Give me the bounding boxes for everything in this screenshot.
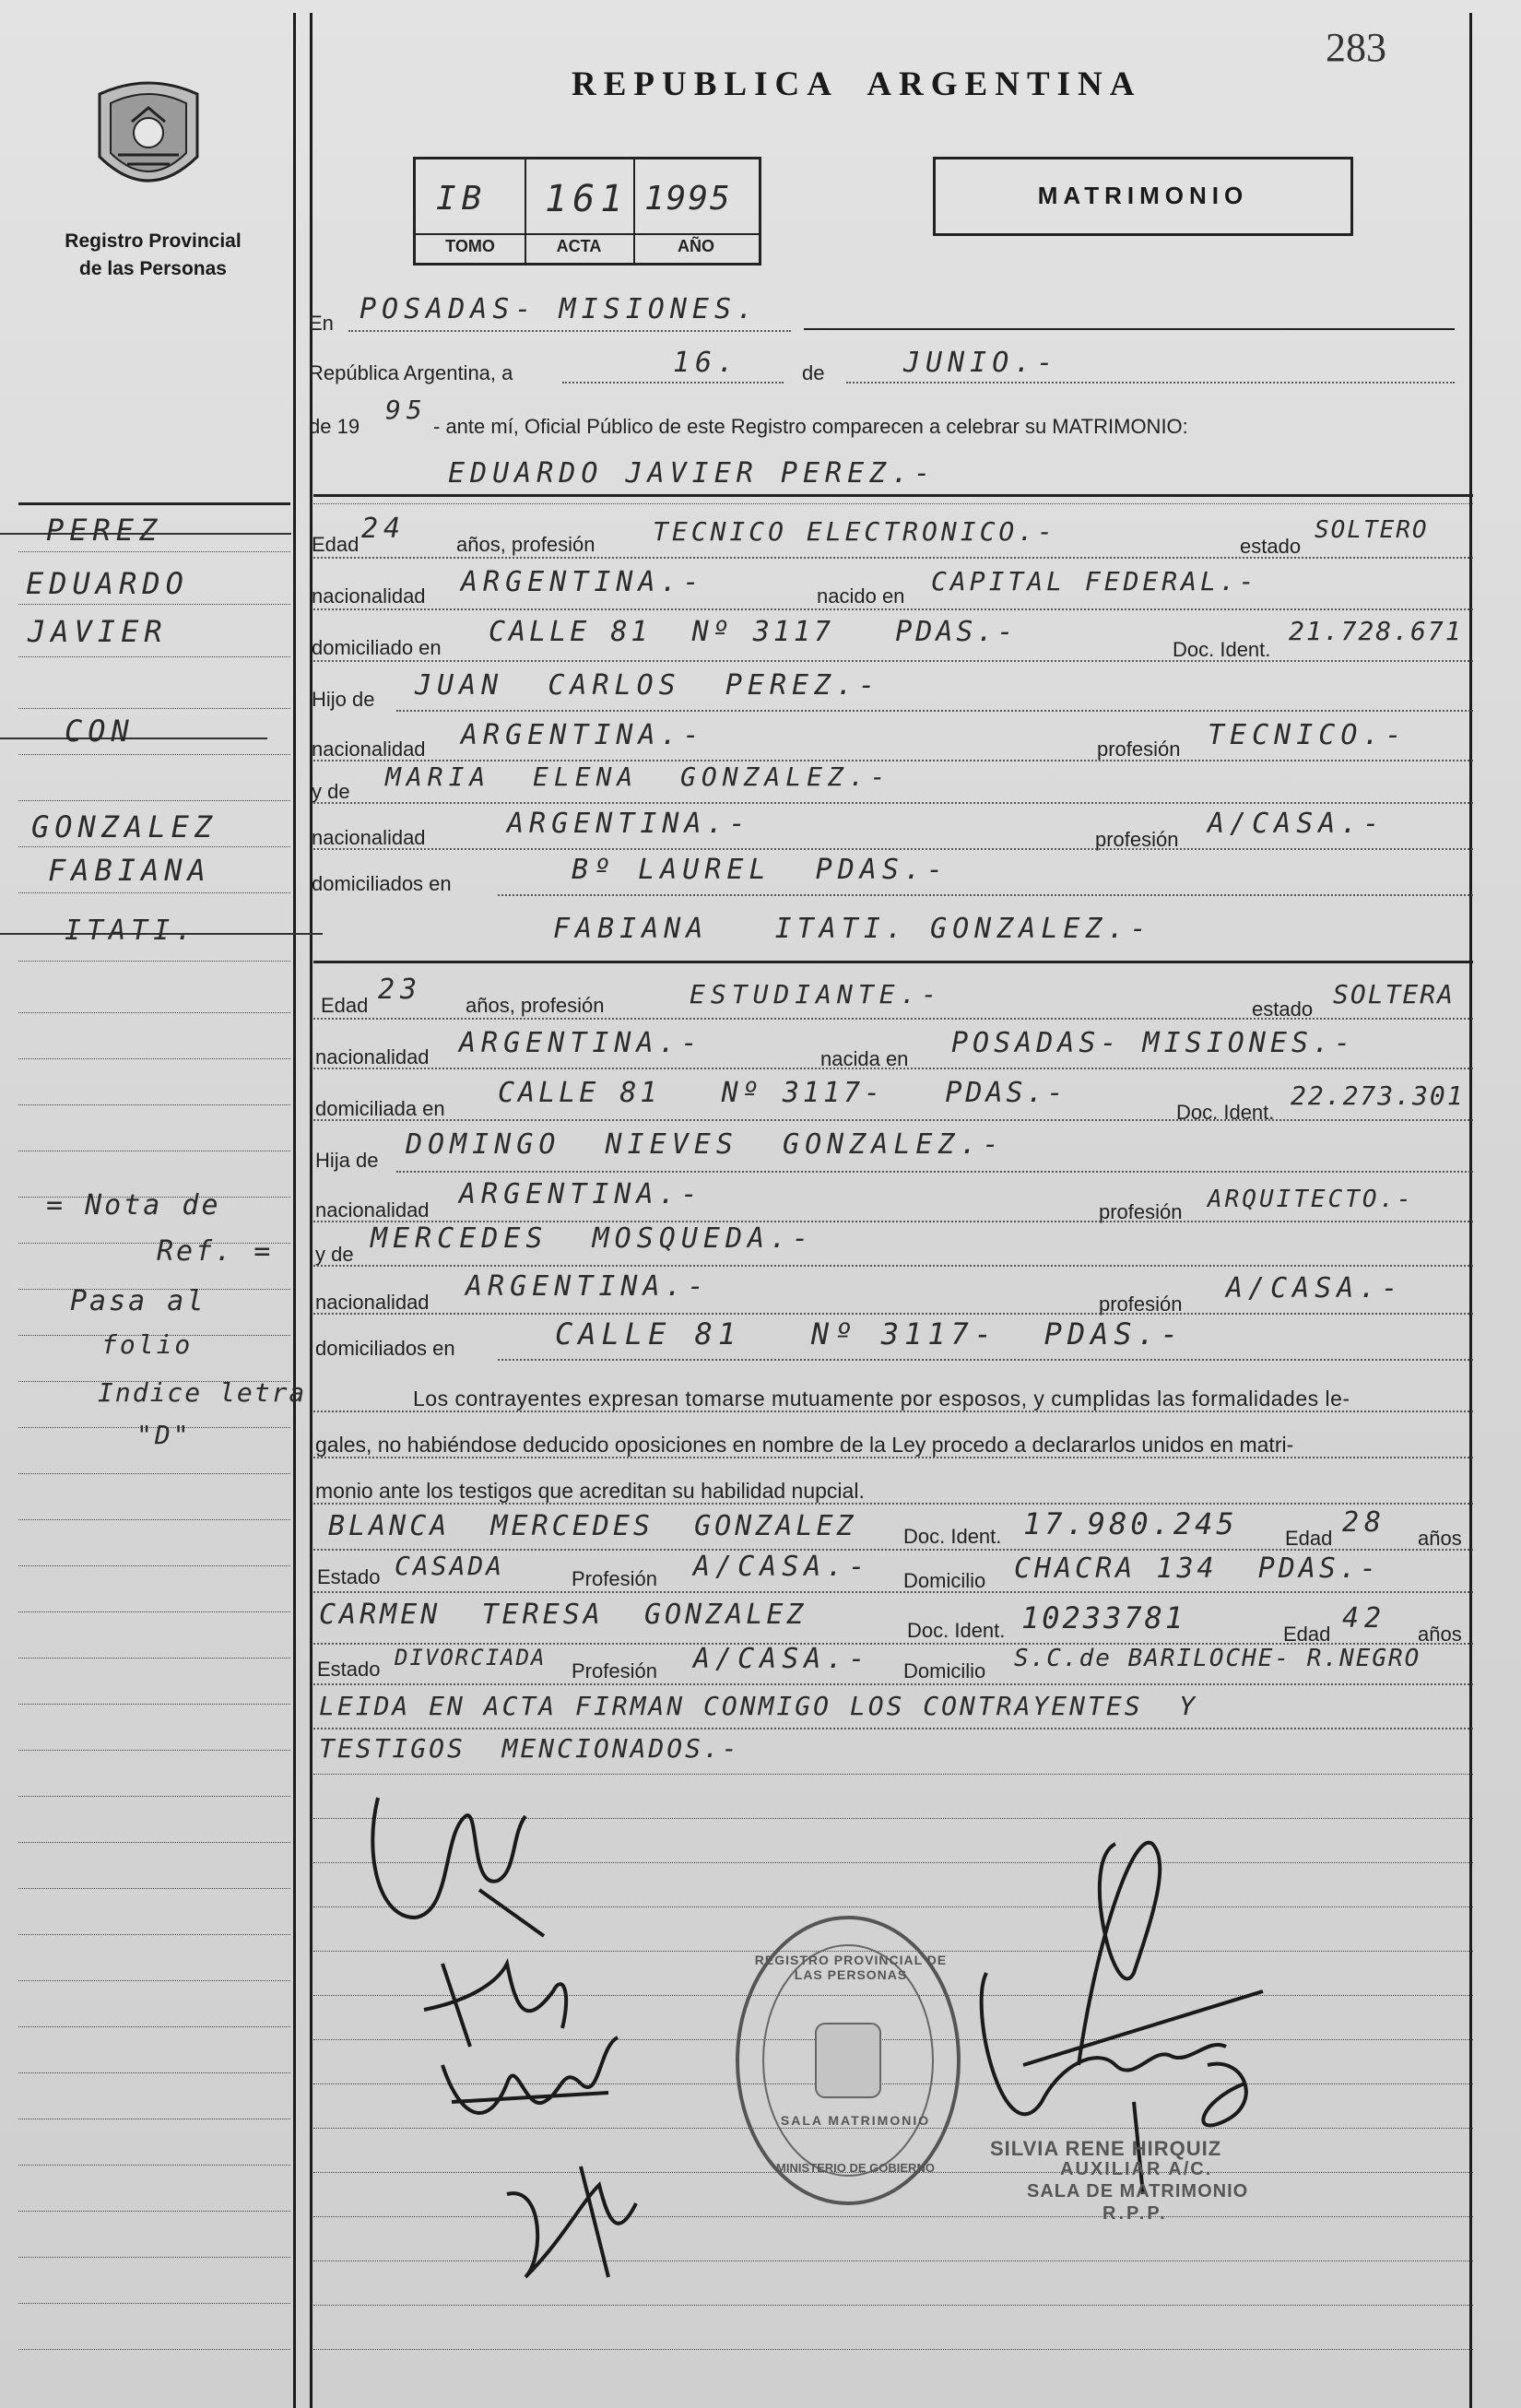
groom-hijo-label: Hijo de — [312, 688, 375, 711]
margin-name-groom-2: JAVIER — [28, 614, 168, 649]
witness1-edad: 28 — [1342, 1506, 1387, 1539]
witness1-doc: 17.980.245 — [1023, 1506, 1238, 1541]
groom-yde-label: y de — [312, 780, 350, 803]
groom-anos-label: años, profesión — [456, 533, 595, 556]
en-label: En — [309, 312, 334, 335]
year-suffix: 95 — [385, 395, 428, 425]
groom-nacido: CAPITAL FEDERAL.- — [931, 566, 1258, 596]
bride-padre: DOMINGO NIEVES GONZALEZ.- — [406, 1128, 1005, 1161]
registry-name-line-1: Registro Provincial — [65, 230, 242, 252]
margin-note-4: folio — [101, 1329, 194, 1360]
country-title: REPUBLICA ARGENTINA — [572, 65, 1142, 103]
right-border — [1469, 13, 1472, 2408]
stamp-bottom-text: MINISTERIO DE GOBIERNO — [776, 2161, 935, 2175]
bride-padre-nac-label: nacionalidad — [315, 1198, 430, 1222]
month-value: JUNIO.- — [903, 347, 1059, 379]
groom-madre-nac: ARGENTINA.- — [507, 808, 751, 840]
groom-madre-prof: A/CASA.- — [1208, 808, 1385, 840]
witness2-edad: 42 — [1342, 1602, 1387, 1635]
witness2-doc: 10233781 — [1021, 1600, 1186, 1635]
signature-contrayente-1 — [360, 1779, 562, 1954]
groom-nacionalidad: ARGENTINA.- — [461, 566, 705, 598]
ano-value: 1995 — [644, 180, 732, 218]
page-number: 283 — [1326, 25, 1386, 70]
tomo-label: TOMO — [445, 237, 495, 255]
witness1-anos-label: años — [1418, 1527, 1462, 1550]
closing-line-2: TESTIGOS MENCIONADOS.- — [319, 1733, 740, 1764]
margin-surname-groom: PEREZ — [46, 513, 163, 548]
witness2-estado-label: Estado — [317, 1658, 381, 1681]
year-prefix: de 19 — [309, 415, 360, 438]
witness1-domicilio: CHACRA 134 PDAS.- — [1014, 1552, 1381, 1585]
groom-profesion: TECNICO ELECTRONICO.- — [653, 516, 1057, 547]
margin-note-5: Indice letra — [98, 1377, 307, 1408]
witness1-profesion: A/CASA.- — [693, 1551, 871, 1583]
closing-line-1: LEIDA EN ACTA FIRMAN CONMIGO LOS CONTRAYENTES Y — [319, 1691, 1198, 1721]
witness1-doc-label: Doc. Ident. — [903, 1525, 1002, 1548]
bride-name: FABIANA ITATI. GONZALEZ.- — [553, 913, 1152, 945]
margin-name-bride-2: ITATI. — [65, 915, 198, 947]
bride-nacida: POSADAS- MISIONES.- — [951, 1027, 1356, 1059]
official-role: AUXILIAR A/C. — [1060, 2159, 1213, 2179]
witness2-edad-label: Edad — [1283, 1623, 1331, 1646]
groom-doms-label: domiciliados en — [312, 872, 452, 895]
matrimonio-title-box — [933, 157, 1353, 236]
margin-divider — [293, 13, 296, 2408]
bride-doms: CALLE 81 Nº 3117- PDAS.- — [555, 1316, 1185, 1352]
bride-padre-prof-label: profesión — [1099, 1200, 1183, 1223]
stamp-ring-text: REGISTRO PROVINCIAL DE LAS PERSONAS — [754, 1953, 948, 1982]
margin-name-groom-1: EDUARDO — [26, 566, 189, 601]
witness2-estado: DIVORCIADA — [395, 1645, 547, 1670]
groom-edad: 24 — [361, 513, 407, 545]
declaration-line-3: monio ante los testigos que acreditan su habilidad nupcial. — [315, 1479, 865, 1503]
groom-nac-label: nacionalidad — [312, 584, 426, 608]
bride-estado: SOLTERA — [1333, 979, 1456, 1009]
bride-hija-label: Hija de — [315, 1149, 379, 1172]
groom-domicilio: CALLE 81 Nº 3117 PDAS.- — [489, 616, 1018, 648]
margin-name-bride-1: FABIANA — [48, 853, 211, 888]
witness1-estado: CASADA — [395, 1551, 505, 1581]
bride-domicilio: CALLE 81 Nº 3117- PDAS.- — [498, 1077, 1067, 1109]
groom-estado: SOLTERO — [1315, 516, 1429, 544]
bride-nac-label: nacionalidad — [315, 1045, 430, 1068]
groom-padre-prof: TECNICO.- — [1208, 719, 1408, 751]
groom-edad-label: Edad — [312, 533, 360, 556]
de-label: de — [802, 361, 825, 384]
bride-padre-prof: ARQUITECTO.- — [1208, 1186, 1414, 1213]
margin-note-1: = Nota de — [46, 1189, 221, 1222]
margin-note-6: "D" — [136, 1420, 192, 1450]
stamp-center-text: SALA MATRIMONIO — [780, 2113, 931, 2128]
republica-label: República Argentina, a — [309, 361, 513, 384]
bride-doc: 22.273.301 — [1291, 1080, 1465, 1111]
witness2-dom-label: Domicilio — [903, 1659, 986, 1682]
tomo-acta-ano-box — [413, 157, 761, 266]
bride-anos-label: años, profesión — [466, 994, 605, 1017]
bride-madre-nac-label: nacionalidad — [315, 1291, 430, 1314]
groom-padre-nac-label: nacionalidad — [312, 738, 426, 761]
groom-dom-label: domiciliado en — [312, 636, 442, 659]
groom-padre-nac: ARGENTINA.- — [461, 719, 705, 751]
acta-label: ACTA — [556, 237, 602, 255]
matrimonio-title: MATRIMONIO — [1037, 182, 1249, 209]
bride-madre-nac: ARGENTINA.- — [466, 1270, 710, 1303]
bride-madre-prof: A/CASA.- — [1226, 1272, 1404, 1304]
bride-dom-label: domiciliada en — [315, 1097, 445, 1120]
declaration-line-2: gales, no habiéndose deducido oposiciones en nombre de la Ley procedo a declararlos unidos en matri- — [315, 1433, 1294, 1457]
margin-note-3: Pasa al — [70, 1285, 206, 1317]
official-rpp: R.P.P. — [1102, 2203, 1168, 2224]
place-value: POSADAS- MISIONES. — [360, 293, 760, 325]
witness2-name: CARMEN TERESA GONZALEZ — [319, 1599, 808, 1631]
groom-estado-label: estado — [1240, 535, 1302, 558]
bride-estado-label: estado — [1252, 997, 1314, 1021]
intro-text: - ante mí, Oficial Público de este Registro comparecen a celebrar su MATRIMONIO: — [433, 415, 1188, 438]
bride-madre-prof-label: profesión — [1099, 1293, 1183, 1316]
groom-madre: MARIA ELENA GONZALEZ.- — [385, 761, 891, 792]
witness2-domicilio: S.C.de BARILOCHE- R.NEGRO — [1014, 1645, 1421, 1672]
official-sala: SALA DE MATRIMONIO — [1027, 2181, 1249, 2201]
bride-edad-label: Edad — [321, 994, 369, 1017]
margin-surname-bride: GONZALEZ — [31, 809, 218, 844]
witness1-name: BLANCA MERCEDES GONZALEZ — [328, 1510, 857, 1542]
acta-value: 161 — [545, 178, 629, 220]
groom-name: EDUARDO JAVIER PEREZ.- — [448, 457, 937, 490]
bride-nacionalidad: ARGENTINA.- — [459, 1027, 703, 1059]
bride-edad: 23 — [378, 974, 423, 1006]
official-name: SILVIA RENE HIRQUIZ — [990, 2137, 1222, 2160]
witness1-edad-label: Edad — [1285, 1527, 1333, 1550]
groom-doc: 21.728.671 — [1289, 616, 1463, 646]
witness2-anos-label: años — [1418, 1623, 1462, 1646]
groom-padre-prof-label: profesión — [1097, 738, 1181, 761]
bride-padre-nac: ARGENTINA.- — [459, 1178, 703, 1210]
signature-testigo-1 — [424, 2028, 636, 2157]
bride-yde-label: y de — [315, 1243, 354, 1266]
witness1-dom-label: Domicilio — [903, 1569, 986, 1592]
registry-name-line-2: de las Personas — [79, 258, 227, 279]
bride-doms-label: domiciliados en — [315, 1337, 455, 1360]
margin-note-2: Ref. = — [157, 1235, 274, 1268]
tomo-value: IB — [436, 180, 488, 218]
bride-profesion: ESTUDIANTE.- — [690, 979, 943, 1009]
witness1-prof-label: Profesión — [572, 1567, 657, 1590]
groom-madre-prof-label: profesión — [1095, 828, 1179, 851]
bride-nacida-label: nacida en — [820, 1047, 909, 1070]
day-value: 16. — [673, 347, 740, 379]
witness2-doc-label: Doc. Ident. — [907, 1619, 1006, 1642]
margin-con: CON — [65, 714, 135, 749]
bride-madre: MERCEDES MOSQUEDA.- — [371, 1222, 815, 1255]
witness2-prof-label: Profesión — [572, 1659, 657, 1682]
provincial-coat-of-arms-logo — [90, 76, 206, 205]
groom-padre: JUAN CARLOS PEREZ.- — [415, 669, 881, 702]
groom-madre-nac-label: nacionalidad — [312, 826, 426, 849]
groom-doc-label: Doc. Ident. — [1173, 638, 1271, 661]
declaration-line-1: Los contrayentes expresan tomarse mutuamente por esposos, y cumplidas las formalidades le- — [413, 1387, 1350, 1411]
ano-label: AÑO — [678, 237, 714, 255]
witness2-profesion: A/CASA.- — [693, 1643, 871, 1675]
witness1-estado-label: Estado — [317, 1565, 381, 1588]
groom-doms: Bº LAUREL PDAS.- — [572, 854, 949, 886]
bride-doc-label: Doc. Ident. — [1176, 1101, 1275, 1124]
signature-testigo-2 — [489, 2148, 673, 2296]
groom-nacido-label: nacido en — [817, 584, 905, 608]
